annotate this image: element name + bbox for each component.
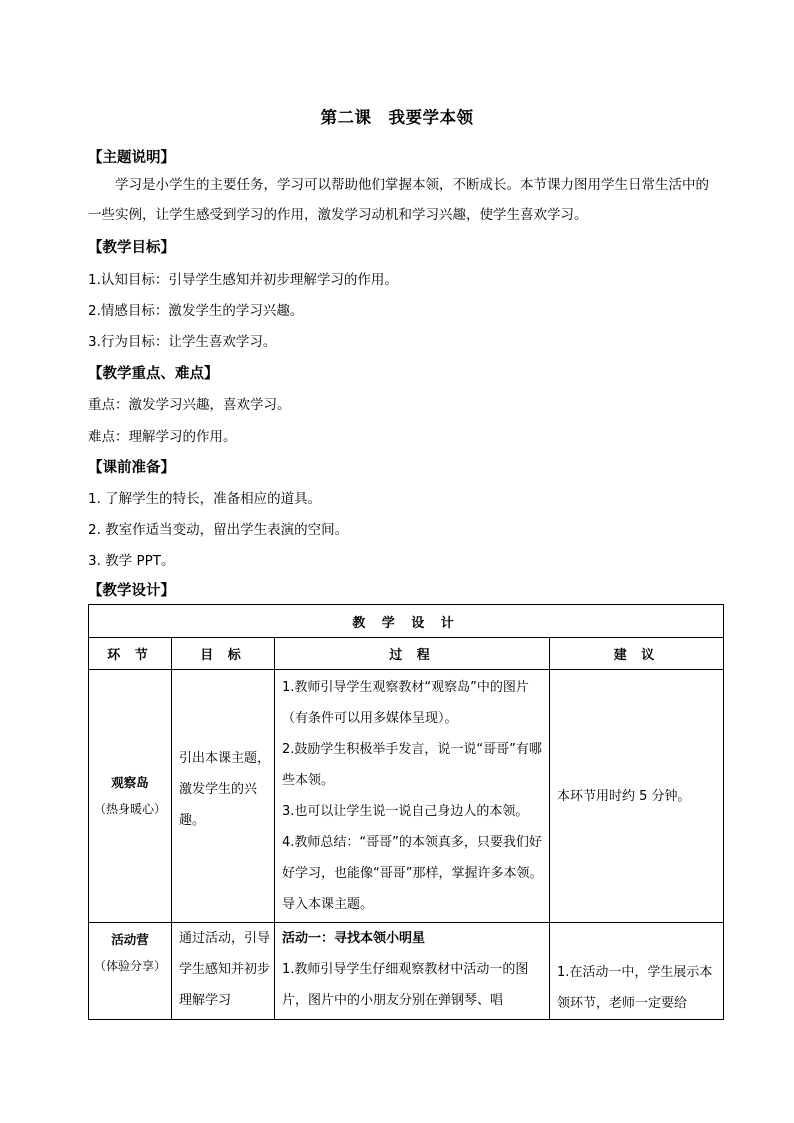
- header-goal: 目 标: [172, 638, 275, 670]
- difficult-point-item: 难点：理解学习的作用。: [88, 429, 237, 445]
- suggestion-text: 本环节用时约 5 分钟。: [557, 788, 691, 804]
- goal-text: 引出本课主题，激发学生的兴趣。: [179, 750, 271, 828]
- goal-item-3: 3.行为目标：让学生喜欢学习。: [88, 334, 277, 350]
- process-step-1: 1.教师引导学生观察教材“观察岛”中的图片（有条件可以用多媒体呈现）。: [282, 680, 529, 726]
- theme-text: 学习是小学生的主要任务，学习可以帮助他们掌握本领，不断成长。本节课力图用学生日常生活中的一些实例，让学生感受到学习的作用，激发学习动机和学习兴趣，使学生喜欢学习。: [88, 177, 709, 223]
- process-cell: [275, 670, 550, 923]
- goal-cell: [172, 670, 275, 923]
- preparation-item-3: 3. 教学 PPT。: [88, 553, 175, 569]
- header-process: 过 程: [275, 638, 550, 670]
- suggestion-cell: [550, 923, 724, 1020]
- table-row: [89, 670, 724, 923]
- process-title: 活动一：寻找本领小明星: [282, 931, 426, 946]
- table-caption: 教 学 设 计: [89, 605, 724, 638]
- process-step-2: 2.鼓励学生积极举手发言，说一说“哥哥”有哪些本领。: [282, 742, 542, 788]
- goals-heading: 【教学目标】: [88, 240, 175, 256]
- key-points-heading: 【教学重点、难点】: [88, 366, 219, 382]
- table-row: [89, 923, 724, 1020]
- page-title: 第二课 我要学本领: [320, 108, 474, 127]
- goal-cell: [172, 923, 275, 1020]
- key-point-item: 重点：激发学习兴趣，喜欢学习。: [88, 397, 291, 413]
- header-stage: 环 节: [89, 638, 172, 670]
- design-heading: 【教学设计】: [88, 583, 175, 599]
- goal-item-1: 1.认知目标：引导学生感知并初步理解学习的作用。: [88, 272, 398, 288]
- goal-text: 通过活动，引导学生感知并初步理解学习: [179, 931, 271, 1008]
- suggestion-text: 1.在活动一中，学生展示本领环节，老师一定要给: [557, 965, 713, 1011]
- header-suggestion: 建 议: [550, 638, 724, 670]
- preparation-item-1: 1. 了解学生的特长，准备相应的道具。: [88, 491, 322, 507]
- stage-cell: [89, 923, 172, 1020]
- stage-name: 观察岛: [111, 775, 149, 790]
- stage-name: 活动营: [111, 932, 149, 947]
- suggestion-cell: [550, 670, 724, 923]
- preparation-item-2: 2. 教室作适当变动，留出学生表演的空间。: [88, 522, 349, 538]
- teaching-design-table: [88, 604, 724, 1020]
- table-header-row: [89, 638, 724, 670]
- process-step-4: 4.教师总结：“哥哥”的本领真多，只要我们好好学习，也能像“哥哥”那样，掌握许多本领。导入本课主题。: [282, 835, 543, 912]
- stage-cell: [89, 670, 172, 923]
- stage-subtitle: （热身暖心）: [93, 802, 166, 816]
- goal-item-2: 2.情感目标：激发学生的学习兴趣。: [88, 303, 304, 319]
- process-cell: [275, 923, 550, 1020]
- process-step-3: 3.也可以让学生说一说自己身边人的本领。: [282, 804, 529, 819]
- process-step-1: 1.教师引导学生仔细观察教材中活动一的图片，图片中的小朋友分别在弹钢琴、唱: [282, 962, 529, 1008]
- stage-subtitle: （体验分享）: [93, 959, 166, 973]
- theme-heading: 【主题说明】: [88, 150, 175, 166]
- preparation-heading: 【课前准备】: [88, 460, 175, 476]
